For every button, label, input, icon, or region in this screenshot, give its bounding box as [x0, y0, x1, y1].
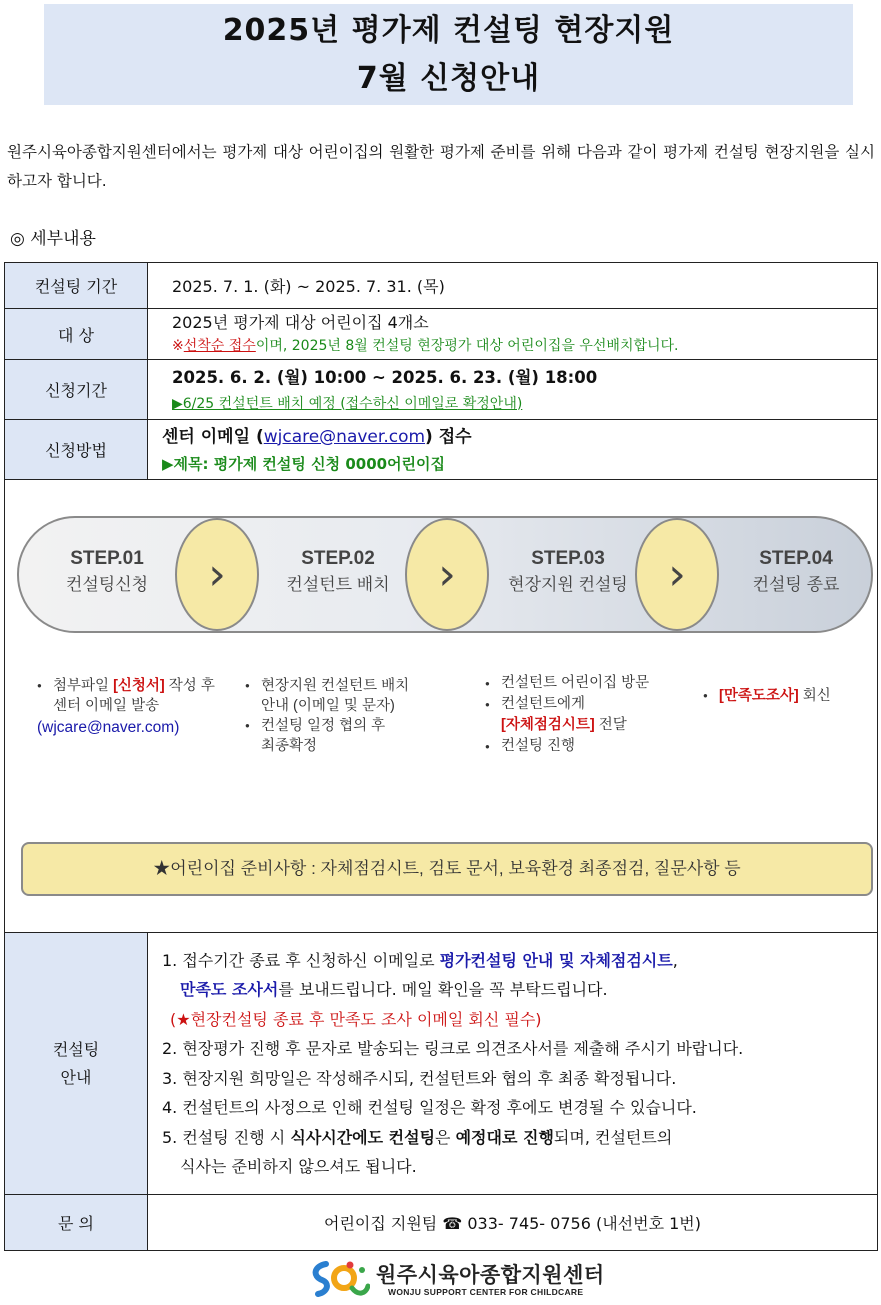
step-4-number: STEP.04: [759, 548, 833, 569]
step-4: [721, 546, 871, 598]
guide-item-4: 4. 컨설턴트의 사정으로 인해 컨설팅 일정은 확정 후에도 변경될 수 있습니다.: [162, 1098, 697, 1117]
process-steps: [17, 516, 873, 633]
table-row-apply-period: [5, 360, 878, 420]
step-3-name: 현장지원 컨설팅: [508, 575, 628, 594]
value-apply-period: [148, 360, 878, 420]
list-item: ● 컨설턴트 어린이집 방문: [485, 673, 685, 694]
footer-logo: [308, 1256, 605, 1302]
note-prefix: ※: [172, 338, 184, 354]
table-row-period: [5, 263, 878, 309]
section-heading: ◎ 세부내용: [10, 229, 96, 249]
guide-item-1: [162, 946, 877, 976]
label-contact: 문 의: [5, 1195, 148, 1251]
step-1-number: STEP.01: [70, 548, 144, 569]
guide-text: ,: [672, 950, 678, 970]
bullet-text: 전달: [594, 717, 627, 733]
title-line1: 2025년 평가제 컨설팅 현장지원: [222, 13, 675, 48]
bullet-red: [자체점검시트]: [501, 717, 595, 733]
value-apply-method: [148, 420, 878, 480]
value-target: [148, 309, 878, 360]
label-guide: [5, 933, 148, 1195]
step-2-bullets: [245, 676, 445, 756]
table-row-apply-method: [5, 420, 878, 480]
guide-item-5: [162, 1123, 877, 1153]
target-main: 2025년 평가제 대상 어린이집 4개소: [172, 313, 429, 332]
method-prefix: 센터 이메일 (: [162, 426, 264, 447]
email-link[interactable]: wjcare@naver.com: [263, 426, 426, 447]
step-1-name: 컨설팅신청: [65, 575, 149, 594]
preparation-bar: ★어린이집 준비사항 : 자체점검시트, 검토 문서, 보육환경 최종점검, 질문사항 등: [21, 842, 873, 896]
bullet-text: 컨설팅 일정 협의 후: [261, 718, 386, 734]
list-item: [485, 694, 685, 736]
chevron-right-icon: ›: [405, 518, 489, 631]
guide-text: 은: [435, 1127, 456, 1147]
step-3-bullets: [485, 673, 685, 757]
chevron-right-icon: ›: [635, 518, 719, 631]
bullet-text: 컨설턴트에게: [501, 696, 586, 712]
bullet-text: 현장지원 컨설턴트 배치: [261, 678, 410, 694]
apply-method-main: [162, 423, 877, 451]
step-4-bullets: [703, 686, 863, 706]
step-4-name: 컨설팅 종료: [752, 575, 840, 594]
chevron-right-icon: ›: [175, 518, 259, 631]
center-logo-icon: [308, 1258, 370, 1302]
list-item: (wjcare@naver.com): [37, 719, 180, 736]
info-table: [4, 262, 878, 1251]
step-3-number: STEP.03: [531, 548, 605, 569]
table-row-target: [5, 309, 878, 360]
guide-label-1: 컨설팅: [52, 1039, 100, 1059]
intro-paragraph: 원주시육아종합지원센터에서는 평가제 대상 어린이집의 원활한 평가제 준비를 위해 다음과 같이 평가제 컨설팅 현장지원을 실시하고자 합니다.: [7, 143, 875, 190]
guide-blue: 만족도 조사서: [180, 980, 279, 999]
list-item: [37, 676, 237, 716]
bullet-text: 작성 후: [164, 678, 215, 694]
step-1: [37, 546, 177, 598]
title-line2: 7월 신청안내: [356, 61, 541, 96]
bullet-text: 센터 이메일 발송: [53, 698, 160, 714]
label-period: 컨설팅 기간: [5, 263, 148, 309]
list-item: [245, 716, 445, 756]
label-apply-period: 신청기간: [5, 360, 148, 420]
guide-text: 1. 접수기간 종료 후 신청하신 이메일로: [162, 950, 440, 970]
guide-item-2: 2. 현장평가 진행 후 문자로 발송되는 링크로 의견조사서를 제출해 주시기 바랍니다.: [162, 1039, 744, 1058]
guide-blue: 평가컨설팅 안내 및 자체점검시트: [439, 950, 673, 970]
apply-method-note: ▶제목: 평가제 컨설팅 신청 0000어린이집: [162, 454, 446, 473]
apply-period-main: 2025. 6. 2. (월) 10:00 ~ 2025. 6. 23. (월) 18:00: [172, 367, 598, 387]
step-1-bullets: [37, 676, 237, 740]
bullet-red: [만족도조사]: [719, 688, 799, 704]
method-suffix: ) 접수: [425, 426, 472, 447]
list-item: [245, 676, 445, 716]
footer-name-en: WONJU SUPPORT CENTER FOR CHILDCARE: [388, 1287, 584, 1297]
apply-period-note: ▶6/25 컨설턴트 배치 예정 (접수하신 이메일로 확정안내): [172, 395, 523, 412]
note-underlined: 선착순 접수: [183, 338, 256, 354]
guide-item-1-cont: [162, 975, 877, 1005]
table-row-contact: [5, 1195, 878, 1251]
guide-label-2: 안내: [60, 1067, 92, 1087]
guide-text: 5. 컨설팅 진행 시: [162, 1127, 291, 1147]
list-item: ● 컨설팅 진행: [485, 736, 685, 757]
step-2: [263, 546, 413, 598]
table-row-guide: [5, 933, 878, 1195]
guide-item-3: 3. 현장지원 희망일은 작성해주시되, 컨설턴트와 협의 후 최종 확정됩니다.: [162, 1068, 677, 1088]
guide-text: 를 보내드립니다. 메일 확인을 꼭 부탁드립니다.: [278, 980, 608, 999]
footer-name-kr: 원주시육아종합지원센터: [376, 1263, 605, 1287]
bullet-text: 최종확정: [261, 738, 318, 754]
value-contact: 어린이집 지원팀 ☎ 033- 745- 0756 (내선번호 1번): [148, 1195, 878, 1251]
value-period: 2025. 7. 1. (화) ~ 2025. 7. 31. (목): [148, 263, 878, 309]
bullet-text: 회신: [798, 688, 831, 704]
label-target: 대 상: [5, 309, 148, 360]
bullet-text: 안내 (이메일 및 문자): [261, 698, 395, 714]
step-3: [491, 546, 645, 598]
table-row-diagram: [5, 480, 878, 933]
target-note: [172, 335, 877, 357]
guide-text: 되며, 컨설턴트의: [553, 1127, 673, 1147]
guide-item-1-note: (★현장컨설팅 종료 후 만족도 조사 이메일 회신 필수): [170, 1009, 542, 1029]
guide-bold: 식사시간에도 컨설팅: [290, 1127, 436, 1147]
bullet-text: 첨부파일: [53, 678, 114, 694]
list-item: [703, 686, 863, 706]
label-apply-method: 신청방법: [5, 420, 148, 480]
step-2-name: 컨설턴트 배치: [286, 575, 390, 594]
value-guide: [148, 933, 878, 1195]
step-2-number: STEP.02: [301, 548, 375, 569]
process-diagram: [5, 480, 878, 933]
title-banner: [44, 4, 853, 105]
guide-bold: 예정대로 진행: [455, 1127, 554, 1147]
note-rest: 이며, 2025년 8월 컨설팅 현장평가 대상 어린이집을 우선배치합니다.: [255, 338, 679, 354]
guide-item-5-cont: 식사는 준비하지 않으셔도 됩니다.: [180, 1157, 417, 1176]
bullet-red: [신청서]: [113, 678, 165, 694]
